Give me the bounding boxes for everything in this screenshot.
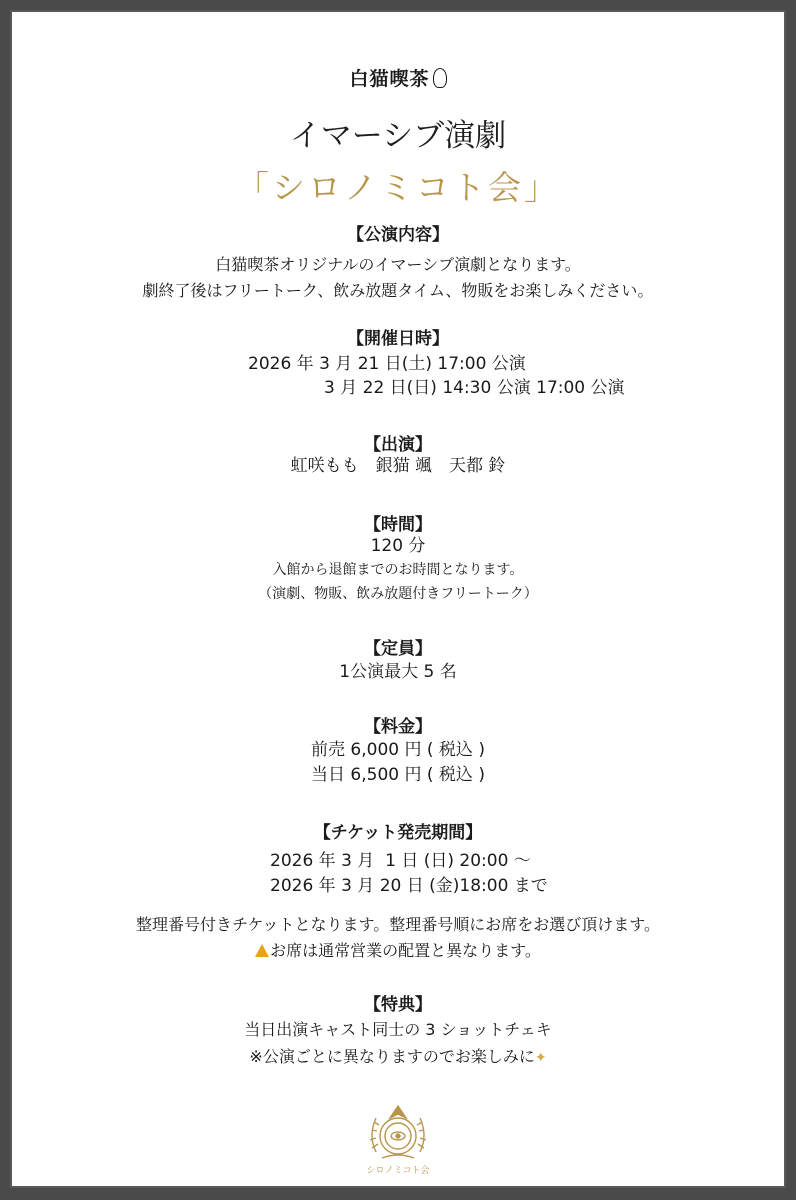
- brand-logo: [12, 64, 784, 91]
- schedule-heading: 【開催日時】: [347, 329, 449, 349]
- cat-icon: [433, 68, 447, 88]
- page-title: イマーシブ演劇: [289, 118, 507, 154]
- capacity-value: 1公演最大 5 名: [339, 662, 457, 682]
- schedule-line: 2026 年 3 月 21 日(土) 17:00 公演: [248, 354, 526, 374]
- warning-icon: [255, 944, 269, 957]
- flyer-card: [10, 10, 786, 1188]
- price-heading: 【料金】: [364, 717, 432, 737]
- emblem-label: シロノミコト会: [366, 1166, 430, 1176]
- content-line: 白猫喫茶オリジナルのイマーシブ演劇となります。: [215, 255, 581, 274]
- sparkle-icon: ✦: [534, 1050, 547, 1066]
- cast-heading: 【出演】: [364, 435, 432, 455]
- bonus-heading: 【特典】: [364, 995, 432, 1015]
- time-note: 入館から退館までのお時間となります。: [272, 562, 524, 578]
- warning-text: お席は通常営業の配置と異なります。: [270, 941, 541, 960]
- tickets-start: 2026 年 3 月 1 日 (日) 20:00 ～: [270, 851, 531, 871]
- price-advance: 前売 6,000 円 ( 税込 ): [311, 740, 485, 760]
- cast-names: 虹咲もも 銀猫 颯 天都 鈴: [290, 456, 506, 476]
- tickets-note: 整理番号付きチケットとなります。整理番号順にお席をお選び頂けます。: [135, 915, 660, 934]
- schedule-line: 3 月 22 日(日) 14:30 公演 17:00 公演: [324, 378, 625, 398]
- time-note: （演劇、物販、飲み放題付きフリートーク）: [258, 586, 538, 602]
- show-title: 「シロノミコト会」: [236, 168, 560, 207]
- bonus-note-text: ※公演ごとに異なりますのでお楽しみに: [249, 1047, 535, 1066]
- emblem-logo: [362, 1100, 434, 1180]
- bonus-note: [12, 1044, 784, 1071]
- content-line: 劇終了後はフリートーク、飲み放題タイム、物販をお楽しみください。: [142, 281, 654, 300]
- capacity-heading: 【定員】: [364, 639, 432, 659]
- price-door: 当日 6,500 円 ( 税込 ): [311, 765, 485, 785]
- duration: 120 分: [370, 536, 426, 556]
- logo-text: 白猫喫茶: [349, 68, 430, 90]
- tickets-warning: [12, 938, 784, 963]
- content-heading: 【公演内容】: [347, 225, 449, 245]
- tickets-end: 2026 年 3 月 20 日 (金)18:00 まで: [270, 876, 548, 896]
- time-heading: 【時間】: [364, 515, 432, 535]
- bonus-line: 当日出演キャスト同士の 3 ショットチェキ: [244, 1020, 552, 1039]
- tickets-heading: 【チケット発売期間】: [313, 823, 483, 843]
